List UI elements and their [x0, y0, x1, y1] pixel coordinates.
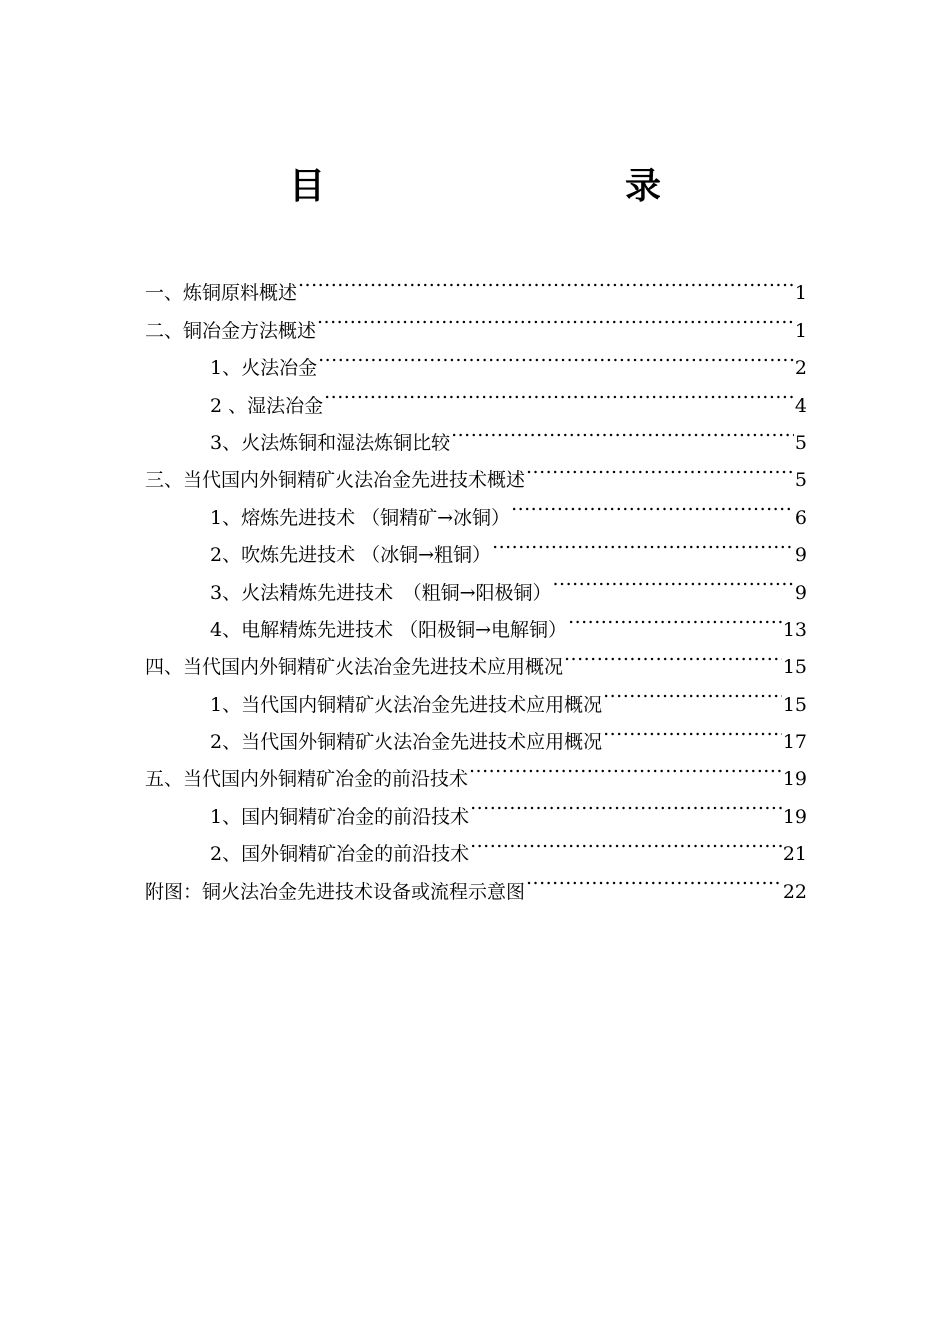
- toc-title: 目 录: [288, 166, 737, 207]
- toc-list: [145, 262, 807, 903]
- toc-dot-leader: [526, 449, 794, 486]
- toc-entry-label: 3、火法精炼先进技术 （粗铜→阳极铜）: [210, 581, 552, 604]
- toc-dot-leader: [324, 374, 794, 411]
- toc-entry-label: 三、当代国内外铜精矿火法冶金先进技术概述: [145, 469, 526, 492]
- toc-entry-label: 1、当代国内铜精矿火法冶金先进技术应用概况: [210, 693, 603, 716]
- toc-entry[interactable]: [145, 262, 807, 305]
- toc-page-number: 6: [794, 506, 807, 529]
- toc-entry-label: 1、国内铜精矿冶金的前沿技术: [210, 805, 470, 828]
- toc-dot-leader: [469, 748, 782, 785]
- toc-page-number: 19: [782, 768, 807, 791]
- toc-dot-leader: [470, 785, 782, 822]
- toc-page-number: 13: [782, 618, 807, 641]
- toc-entry-label: 1、火法冶金: [210, 357, 318, 380]
- toc-page-number: 5: [794, 469, 807, 492]
- toc-page-number: 4: [794, 394, 807, 417]
- toc-dot-leader: [564, 636, 782, 673]
- toc-page-number: 22: [782, 880, 807, 903]
- toc-page-number: 5: [794, 431, 807, 454]
- toc-entry-label: 一、炼铜原料概述: [145, 282, 298, 305]
- toc-page-number: 15: [782, 656, 807, 679]
- toc-dot-leader: [492, 524, 794, 561]
- toc-page-number: 19: [782, 805, 807, 828]
- toc-dot-leader: [451, 412, 794, 449]
- toc-entry-label: 附图：铜火法冶金先进技术设备或流程示意图: [145, 880, 526, 903]
- toc-dot-leader: [318, 337, 794, 374]
- toc-dot-leader: [470, 823, 782, 860]
- toc-page-number: 1: [794, 319, 807, 342]
- toc-entry-label: 4、电解精炼先进技术 （阳极铜→电解铜）: [210, 618, 568, 641]
- toc-page-number: 9: [794, 544, 807, 567]
- toc-entry-label: 四、当代国内外铜精矿火法冶金先进技术应用概况: [145, 656, 564, 679]
- toc-page-number: 2: [794, 357, 807, 380]
- toc-page-number: 17: [782, 731, 807, 754]
- toc-dot-leader: [603, 711, 782, 748]
- toc-dot-leader: [511, 486, 794, 523]
- toc-dot-leader: [553, 561, 794, 598]
- toc-entry-label: 2、吹炼先进技术 （冰铜→粗铜）: [210, 544, 492, 567]
- toc-dot-leader: [526, 860, 782, 897]
- toc-page-number: 9: [794, 581, 807, 604]
- toc-dot-leader: [568, 599, 782, 636]
- toc-dot-leader: [603, 673, 782, 710]
- toc-entry-label: 3、火法炼铜和湿法炼铜比较: [210, 431, 451, 454]
- toc-entry-label: 二、铜冶金方法概述: [145, 319, 317, 342]
- toc-dot-leader: [317, 299, 794, 336]
- toc-entry-label: 2、当代国外铜精矿火法冶金先进技术应用概况: [210, 731, 603, 754]
- toc-page-number: 1: [794, 282, 807, 305]
- toc-dot-leader: [298, 262, 794, 299]
- toc-entry-label: 2、国外铜精矿冶金的前沿技术: [210, 843, 470, 866]
- toc-entry-label: 1、熔炼先进技术 （铜精矿→冰铜）: [210, 506, 511, 529]
- toc-page-number: 21: [782, 843, 807, 866]
- toc-page-number: 15: [782, 693, 807, 716]
- toc-entry-label: 2 、湿法冶金: [210, 394, 324, 417]
- toc-entry-label: 五、当代国内外铜精矿冶金的前沿技术: [145, 768, 469, 791]
